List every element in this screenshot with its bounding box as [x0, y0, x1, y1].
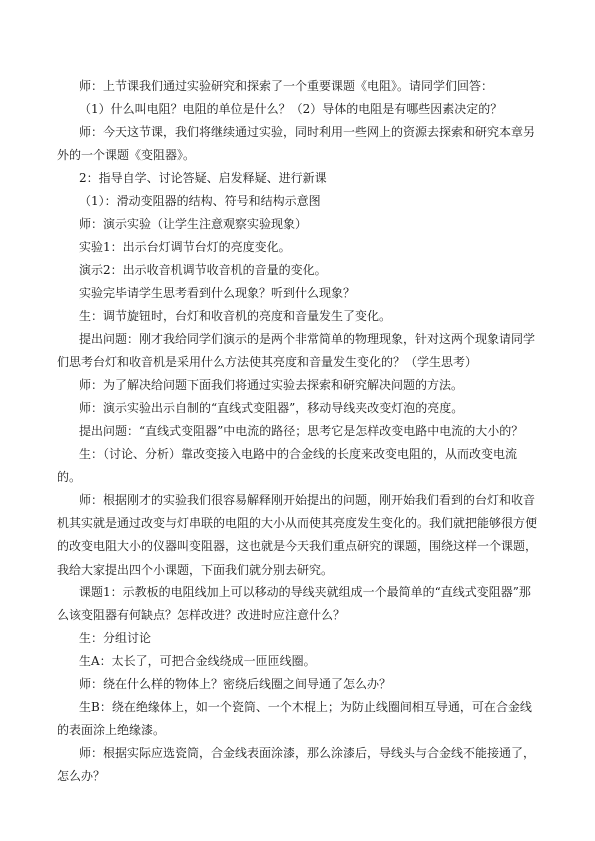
- paragraph-teacher-porcelain: 师：根据实际应选瓷筒，合金线表面涂漆，那么涂漆后，导线头与合金线不能接通了，怎么办？: [57, 746, 536, 784]
- paragraph-group-discussion: 生：分组讨论: [79, 631, 152, 645]
- paragraph-student-b: 生B：绕在绝缘体上，如一个瓷筒、一个木棍上；为防止线圈间相互导通，可在合金线的表面涂上绝缘漆。: [57, 700, 532, 738]
- paragraph-linear-rheostat-demo: 师：演示实验出示自制的“直线式变阻器”，移动导线夹改变灯泡的亮度。: [79, 401, 464, 415]
- paragraph-structure: （1）：滑动变阻器的结构、符号和结构示意图: [79, 194, 321, 208]
- paragraph-new-topic: 师：今天这节课，我们将继续通过实验，同时利用一些网上的资源去探索和研究本章另外的一个课题《变阻器》。: [57, 125, 536, 163]
- paragraph-solve: 师：为了解决给问题下面我们将通过实验去探索和研究解决问题的方法。: [79, 378, 464, 392]
- paragraph-experiment-1: 实验1：出示台灯调节台灯的亮度变化。: [79, 240, 291, 254]
- paragraph-topic-1: 课题1：示教板的电阻线加上可以移动的导线夹就组成一个最简单的“直线式变阻器”那么该变阻器有何缺点？怎样改进？改进时应注意什么？: [57, 585, 531, 623]
- paragraph-raise-question: 提出问题：刚才我给同学们演示的是两个非常简单的物理现象，针对这两个现象请同学们思考台灯和收音机是采用什么方法使其亮度和音量发生变化的？（学生思考）: [57, 332, 536, 370]
- paragraph-discussion: 生：（讨论、分析）靠改变接入电路中的合金线的长度来改变电阻的，从而改变电流的。: [57, 447, 518, 485]
- paragraph-teacher-review: 师：上节课我们通过实验研究和探索了一个重要课题《电阻》。请同学们回答：: [79, 79, 494, 93]
- paragraph-step-2: 2：指导自学、讨论答疑、启发释疑、进行新课: [79, 171, 327, 185]
- paragraph-student-answer: 生：调节旋钮时，台灯和收音机的亮度和音量发生了变化。: [79, 309, 392, 323]
- paragraph-current-path: 提出问题：“直线式变阻器”中电流的路径；思考它是怎样改变电路中电流的大小的？: [79, 424, 524, 438]
- paragraph-teacher-question: 师：绕在什么样的物体上？密绕后线圈之间导通了怎么办？: [79, 677, 392, 691]
- paragraph-demo-2: 演示2：出示收音机调节收音机的音量的变化。: [79, 263, 327, 277]
- paragraph-demo: 师：演示实验（让学生注意观察实验现象）: [79, 217, 308, 231]
- paragraph-questions: （1）什么叫电阻？电阻的单位是什么？（2）导体的电阻是有哪些因素决定的？: [79, 102, 503, 116]
- paragraph-think: 实验完毕请学生思考看到什么现象？听到什么现象？: [79, 286, 356, 300]
- paragraph-explanation: 师：根据刚才的实验我们很容易解释刚开始提出的问题，刚开始我们看到的台灯和收音机其实就是通过改变与灯串联的电阻的大小从而使其亮度发生变化的。我们就把能够很方便的改变电阻大小的仪器叫变阻器，这也就是今天我们重点研究的课题，围绕这样一个课题，我给大家提出四个小课题，下面我们就分别去研究。: [57, 493, 538, 577]
- paragraph-student-a: 生A：太长了，可把合金线绕成一匝匝线圈。: [79, 654, 316, 668]
